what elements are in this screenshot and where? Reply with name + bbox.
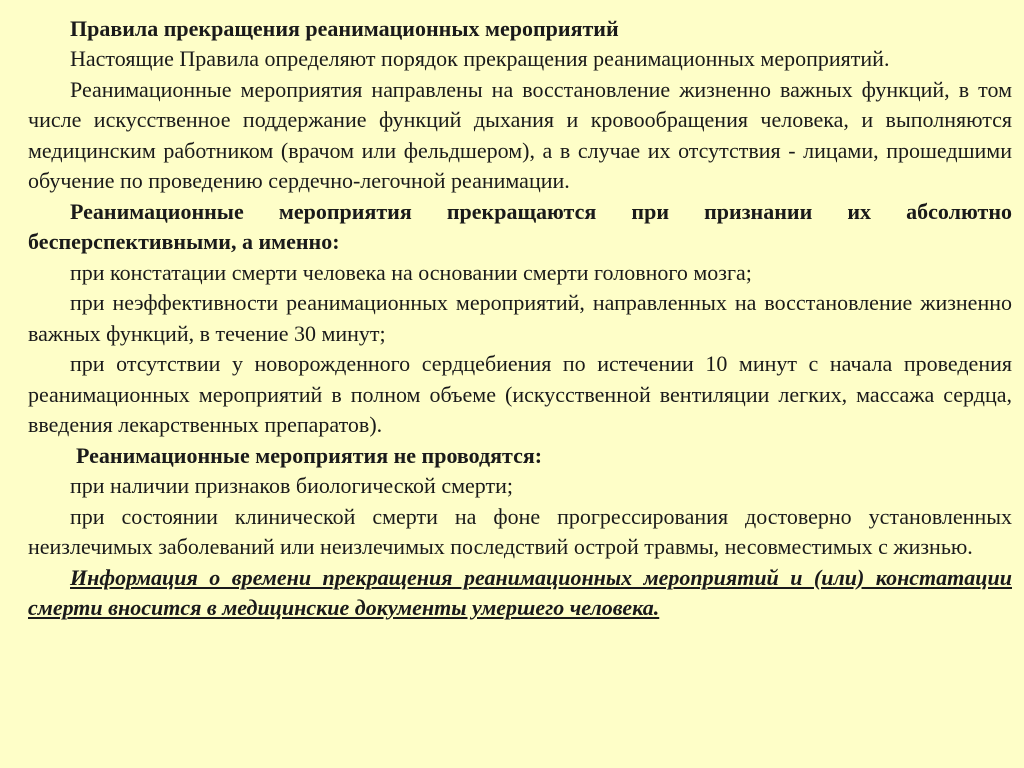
- list-item-brain-death: при констатации смерти человека на основании смерти головного мозга;: [70, 259, 752, 285]
- paragraph-not-performed-heading: Реанимационные мероприятия не проводятся:: [76, 442, 543, 468]
- list-item-newborn-10min: при отсутствии у новорожденного сердцебиения по истечении 10 минут с начала проведения реанимационных мероприятий в полном объеме (искусственной вентиляции легких, массажа сердца, введения лекарственных препаратов).: [28, 351, 1012, 437]
- paragraph-purpose: Реанимационные мероприятия направлены на восстановление жизненно важных функций, в том числе искусственное поддержание функций дыхания и кровообращения человека, и выполняются медицинским работником (врачом или фельдшером), а в случае их отсутствия - лицами, прошедшими обучение по проведению сердечно-легочной реанимации.: [28, 76, 1012, 193]
- paragraph-intro: Настоящие Правила определяют порядок прекращения реанимационных мероприятий.: [70, 46, 890, 71]
- list-item-biological-death: при наличии признаков биологической смерти;: [70, 473, 513, 498]
- document-title: Правила прекращения реанимационных мероприятий: [70, 16, 619, 41]
- list-item-incurable-disease: при состоянии клинической смерти на фоне прогрессирования достоверно установленных неизлечимых заболеваний или неизлечимых последствий острой травмы, несовместимых с жизнью.: [28, 503, 1012, 559]
- paragraph-documentation-note: Информация о времени прекращения реанимационных мероприятий и (или) констатации смерти вносится в медицинские документы умершего человека.: [28, 564, 1012, 620]
- list-item-ineffective-30min: при неэффективности реанимационных мероприятий, направленных на восстановление жизненно важных функций, в течение 30 минут;: [28, 290, 1012, 346]
- paragraph-termination-heading: Реанимационные мероприятия прекращаются при признании их абсолютно бесперспективными, а именно:: [28, 198, 1012, 254]
